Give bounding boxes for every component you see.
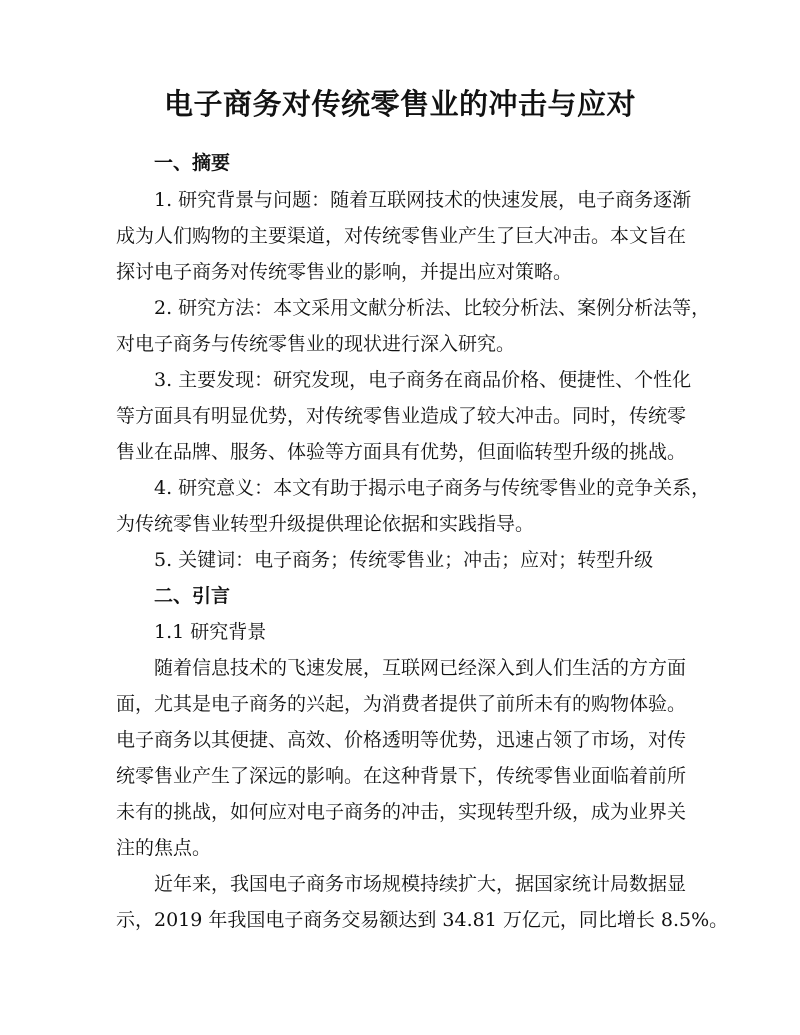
paragraph-line: 统零售业产生了深远的影响。在这种背景下，传统零售业面临着前所 xyxy=(116,765,687,787)
paragraph-line: 成为人们购物的主要渠道，对传统零售业产生了巨大冲击。本文旨在 xyxy=(116,225,687,247)
section-heading-intro: 二、引言 xyxy=(154,585,231,607)
paragraph-line: 为传统零售业转型升级提供理论依据和实践指导。 xyxy=(116,513,535,535)
paragraph-line: 示，2019 年我国电子商务交易额达到 34.81 万亿元，同比增长 8.5%。 xyxy=(116,909,729,931)
paragraph-line: 面，尤其是电子商务的兴起，为消费者提供了前所未有的购物体验。 xyxy=(116,693,687,715)
paragraph-line: 2. 研究方法：本文采用文献分析法、比较分析法、案例分析法等， xyxy=(154,297,711,319)
section-heading-abstract: 一、摘要 xyxy=(154,152,231,174)
paragraph-line: 售业在品牌、服务、体验等方面具有优势，但面临转型升级的挑战。 xyxy=(116,441,687,463)
paragraph-line: 4. 研究意义：本文有助于揭示电子商务与传统零售业的竞争关系， xyxy=(154,477,711,499)
paragraph-line: 注的焦点。 xyxy=(116,837,212,859)
paragraph-line: 随着信息技术的飞速发展，互联网已经深入到人们生活的方方面 xyxy=(154,657,687,679)
paragraph-line: 等方面具有明显优势，对传统零售业造成了较大冲击。同时，传统零 xyxy=(116,405,687,427)
document-title: 电子商务对传统零售业的冲击与应对 xyxy=(163,87,636,121)
paragraph-line: 未有的挑战，如何应对电子商务的冲击，实现转型升级，成为业界关 xyxy=(116,801,687,823)
paragraph-line: 电子商务以其便捷、高效、价格透明等优势，迅速占领了市场，对传 xyxy=(116,729,687,751)
paragraph-line: 3. 主要发现：研究发现，电子商务在商品价格、便捷性、个性化 xyxy=(154,369,692,391)
paragraph-line: 近年来，我国电子商务市场规模持续扩大，据国家统计局数据显 xyxy=(154,873,687,895)
paragraph-line: 探讨电子商务对传统零售业的影响，并提出应对策略。 xyxy=(116,261,573,283)
paragraph-line: 5. 关键词：电子商务；传统零售业；冲击；应对；转型升级 xyxy=(154,549,654,571)
paragraph-line: 1. 研究背景与问题：随着互联网技术的快速发展，电子商务逐渐 xyxy=(154,189,692,211)
subsection-heading: 1.1 研究背景 xyxy=(154,621,267,643)
paragraph-line: 对电子商务与传统零售业的现状进行深入研究。 xyxy=(116,333,516,355)
